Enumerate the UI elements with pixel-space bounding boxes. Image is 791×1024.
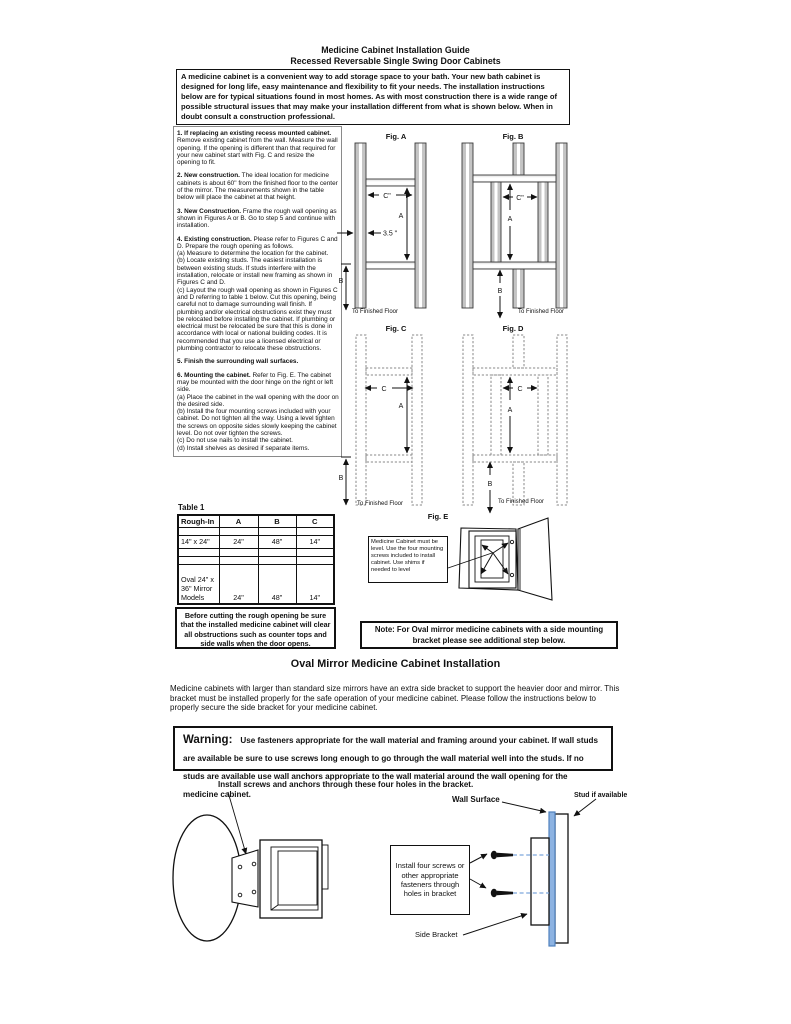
fig-d-dim-c: C bbox=[517, 386, 523, 393]
instructions-box bbox=[173, 126, 342, 457]
wall-surface-label: Wall Surface bbox=[452, 795, 500, 804]
step-6a: (a) Place the cabinet in the wall opening with the door on the desired side. bbox=[177, 393, 339, 408]
caution-box: Before cutting the rough opening be sure that the installed medicine cabinet will clear all obstructions such as counter tops and side walls when the door opens. bbox=[175, 607, 336, 649]
fig-c-floor-label: To Finished Floor bbox=[357, 501, 404, 507]
fig-a-caption: Fig. A bbox=[385, 132, 407, 141]
fig-d-dim-a: A bbox=[507, 407, 513, 414]
side-bracket-arrow bbox=[463, 914, 527, 935]
fig-a-dim-b: B bbox=[338, 278, 344, 285]
fig-d-caption: Fig. D bbox=[502, 324, 524, 333]
step-5 bbox=[177, 358, 339, 365]
fig-a-dim-c: C" bbox=[383, 193, 391, 200]
step-6d: (d) Install shelves as desired if separate items. bbox=[177, 444, 310, 452]
oval-mirror-drawing bbox=[170, 788, 335, 968]
step-4c: (c) Layout the rough wall opening as shown in Figures C and D referring to table 1 below. Cut this opening, being careful not to damage surrounding wall finish. If plumbing and/or electrical obstructions exist they must be relocated before installing the cabinet. If plumbing or electrical must be relocated be sure that this is done in accordance with local or national building codes. It is recommended that you use a licensed electrical or plumbing contractor to relocate these obstructions. bbox=[177, 286, 338, 353]
page-title: Medicine Cabinet Installation Guide bbox=[321, 45, 470, 55]
wall-surface-arrow bbox=[502, 802, 546, 812]
step-2: 2. New construction. The ideal location for medicine cabinets is about 60" from the finished floor to the center of the mirror. The measurements shown in the table below will place the cabinet at that height. bbox=[177, 172, 338, 202]
warning-label: Warning: bbox=[183, 734, 233, 746]
oval-section-intro: Medicine cabinets with larger than standard size mirrors have an extra side bracket to support the heavier door and mirror. This bracket must be installed properly for the safe operation of your medicine cabinet. Please follow the instructions below to properly secure the side bracket for your medicine cabinet. bbox=[170, 684, 620, 713]
fig-a-floor-label: To Finished Floor bbox=[352, 309, 399, 315]
step-6: 6. Mounting the cabinet. Refer to Fig. E. The cabinet may be mounted with the door hinge on the right or left side. bbox=[177, 371, 334, 394]
table-row bbox=[178, 556, 334, 564]
step-4b: (b) Locate existing studs. The easiest installation is between existing studs. If studs interfere with the installation, relocate or install new framing as shown in Figures C and D. bbox=[177, 257, 333, 287]
note-box: Note: For Oval mirror medicine cabinets with a side mounting bracket please see additional step below. bbox=[360, 621, 618, 649]
table-row: Oval 24" x 36" Mirror Models 24" 48" 14" bbox=[178, 564, 334, 604]
step-6-lead: 6. Mounting the cabinet. bbox=[177, 371, 251, 379]
stud-arrow bbox=[574, 799, 596, 816]
screw bbox=[491, 851, 513, 859]
step-2-lead: 2. New construction. bbox=[177, 172, 240, 180]
fig-c-drawing bbox=[339, 324, 422, 507]
fig-d-dim-b: B bbox=[487, 481, 493, 488]
fig-a-dim-a: A bbox=[398, 213, 404, 220]
fig-c-dim-a: A bbox=[398, 403, 404, 410]
page-subtitle: Recessed Reversable Single Swing Door Cabinets bbox=[290, 56, 501, 66]
step-1: 1. If replacing an existing recess mounted cabinet. Remove existing cabinet from the wall. Measure the wall opening. If the opening is different than that required for your new cabinet start with Fig. C and resize the opening to fit. bbox=[177, 130, 338, 167]
step-3: 3. New Construction. Frame the rough wall opening as shown in Figures A or B. Go to step 5 and continue with installation. bbox=[177, 207, 337, 230]
step-5-lead: 5. Finish the surrounding wall surfaces. bbox=[177, 358, 299, 366]
fig-e-door bbox=[518, 518, 552, 600]
fig-c-caption: Fig. C bbox=[385, 324, 407, 333]
table-row bbox=[178, 527, 334, 535]
cabinet-box bbox=[260, 840, 322, 918]
step-4a: (a) Measure to determine the location for the cabinet. bbox=[177, 250, 329, 258]
side-bracket-rect bbox=[531, 838, 549, 925]
fig-d-floor-label: To Finished Floor bbox=[498, 499, 545, 505]
screw bbox=[491, 889, 513, 897]
wall-surface-strip bbox=[549, 812, 555, 946]
side-bracket-plate bbox=[232, 850, 258, 907]
screwbox-arrow bbox=[470, 854, 487, 863]
fig-b-floor-label: To Finished Floor bbox=[518, 309, 565, 315]
fig-a-drawing bbox=[337, 132, 426, 315]
fig-b-dim-c: C" bbox=[516, 195, 524, 202]
step-4-lead: 4. Existing construction. bbox=[177, 235, 252, 243]
side-bracket-label: Side Bracket bbox=[415, 930, 458, 939]
screwbox-arrow bbox=[470, 879, 486, 888]
fig-e-callout: Medicine Cabinet must be level. Use the four mounting screws included to install cabinet. Use shims if needed to level bbox=[368, 536, 448, 583]
table-caption: Table 1 bbox=[178, 503, 205, 512]
rough-in-table bbox=[177, 514, 335, 605]
table-header-row: Rough-In A B C bbox=[178, 515, 334, 527]
step-4: 4. Existing construction. Please refer to Figures C and D. Prepare the rough opening as follows. bbox=[177, 235, 338, 250]
oval-section-heading: Oval Mirror Medicine Cabinet Installation bbox=[290, 658, 501, 670]
fig-e-caption: Fig. E bbox=[427, 512, 449, 521]
screw-instruction-box: Install four screws or other appropriate fasteners through holes in bracket bbox=[390, 845, 470, 915]
fig-b-dim-b: B bbox=[497, 288, 503, 295]
oval-mirror bbox=[173, 815, 241, 941]
table-row bbox=[178, 548, 334, 556]
table-row: 14" x 24" 24" 48" 14" bbox=[178, 535, 334, 548]
intro-text: A medicine cabinet is a convenient way to add storage space to your bath. Your new bath cabinet is designed for long life, easy maintenance and flexibility to fit your needs. The installation instructions below are for typical situations found in most homes. As with most construction there is a wide range of possible structural issues that may make your installation different from what is shown below. When in doubt consult a construction professional. bbox=[181, 72, 558, 121]
fig-b-caption: Fig. B bbox=[502, 132, 524, 141]
step-3-lead: 3. New Construction. bbox=[177, 207, 242, 215]
fig-a-dim-35: 3.5 " bbox=[383, 230, 398, 238]
stud-rect bbox=[555, 814, 568, 943]
fig-b-dim-a: A bbox=[507, 216, 513, 223]
stud-label: Stud if available bbox=[574, 792, 628, 799]
fig-b-drawing bbox=[462, 132, 567, 318]
step-6c: (c) Do not use nails to install the cabinet. bbox=[177, 437, 293, 445]
fig-d-drawing bbox=[463, 324, 567, 513]
fig-c-dim-b: B bbox=[338, 475, 344, 482]
intro-box bbox=[176, 69, 570, 125]
fig-c-dim-c: C bbox=[381, 386, 387, 393]
install-instruction-line: Install screws and anchors through these four holes in the bracket. bbox=[218, 780, 474, 789]
warning-text: Use fasteners appropriate for the wall material and framing around your cabinet. If wall studs are available be sure to use screws long enough to go through the wall material well into the studs. If no studs are available use wall anchors appropriate to the wall material around the wall opening for the medicine cabinet. bbox=[183, 736, 598, 799]
step-6b: (b) Install the four mounting screws included with your cabinet. Do not tighten all the way. Using a level tighten the screws on opposite sides slowly keeping the cabinet level. Do not over tighten the screws. bbox=[177, 408, 337, 437]
step-1-lead: 1. If replacing an existing recess mounted cabinet. bbox=[177, 130, 332, 137]
